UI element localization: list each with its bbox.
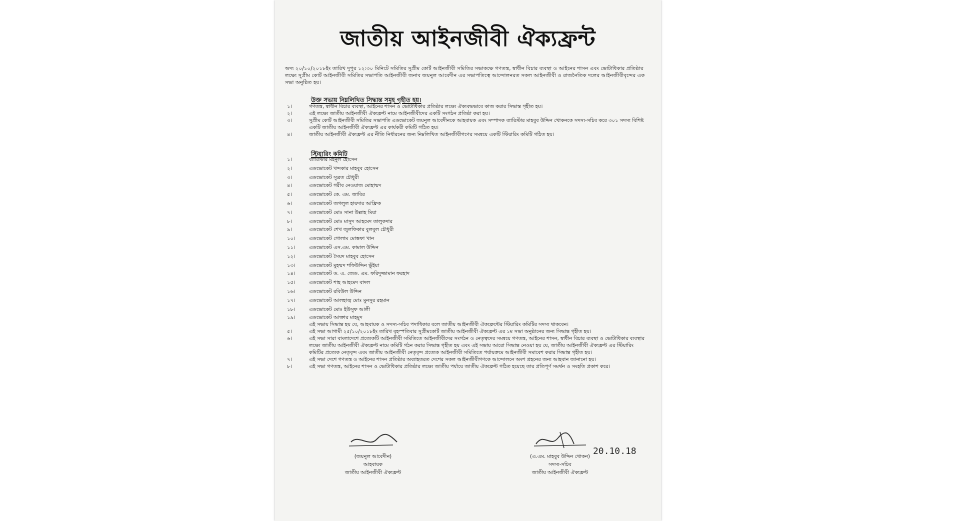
convener-role: আহবায়ক bbox=[363, 462, 383, 468]
list-item: ৫। এই সভা আগামী ২৫/১০/২০১৮ইং তারিখ বৃহস্পতিবার সুপ্রীমকোর্ট জাতীয় আইনজীবী ঐক্যফ্রন্ট এর ১ম সভা অনুষ্ঠানের জন্য সিদ্ধান্ত গৃহীত হয়। bbox=[287, 329, 592, 335]
list-item: ৪। জাতীয় আইনজীবী ঐক্যফ্রন্ট এর নীতি নির্ধারনের জন্য নিম্নলিখিত আইনজীবীগণের সমন্বয়ে একটি স্টিয়ারিং কমিটি গঠিত হয়। bbox=[287, 132, 555, 138]
decision-list bbox=[287, 104, 647, 139]
convener-org: জাতীয় আইনজীবী ঐক্যফ্রন্ট bbox=[344, 470, 402, 476]
member-item: ১৬। এডভোকেট রবিউল উদ্দিন bbox=[287, 288, 362, 295]
member-item: ২। এডভোকেট খন্দকার মাহবুব হোসেন bbox=[287, 165, 379, 172]
member-item: ১৭। এডভোকেট আলহাজ্ব মোঃ মুনসুর রহমান bbox=[287, 297, 390, 304]
member-item: ১০। এডভোকেট গোলাম মোস্তফা খান bbox=[287, 236, 375, 243]
member-item: ৫। এডভোকেট কে. এম. জাবির bbox=[287, 192, 365, 199]
document-title: জাতীয় আইনজীবী ঐক্যফ্রন্ট bbox=[340, 27, 596, 52]
secretary-name: (এ.এম. মাহবুব উদ্দিন খোকন) bbox=[530, 454, 590, 460]
convener-signature-mark bbox=[343, 430, 403, 450]
list-item: ১। গণতন্ত্র, স্বাধীন বিচার ব্যবস্থা, আইনের শাসন ও ভোটাধিকার প্রতিষ্ঠার লক্ষ্যে ঐক্যবদ্ধভাবে কাজ করার সিদ্ধান্ত গৃহীত হয়। bbox=[287, 104, 543, 110]
document-page bbox=[275, 0, 661, 521]
member-item: ১৫। এডভোকেট শাহ আহমেদ বাদল bbox=[287, 280, 371, 287]
further-decision-list bbox=[287, 322, 647, 371]
member-item: ৮। এডভোকেট মোঃ মাসুদ আহমেদ তালুকদার bbox=[287, 218, 393, 225]
list-item: ৮। এই সভা গণতন্ত্র, আইনের শাসন ও ভোটাধিকার প্রতিষ্ঠার লক্ষ্যে জাতীয় পর্যায়ে জাতীয় ঐক্যফ্রন্ট গঠিত হয়েছে তার প্রতিপূর্ণ সমর্থন ও সংহতি প্রকাশ করে। bbox=[287, 364, 610, 370]
list-item: ২। এই লক্ষ্যে জাতীয় আইনজীবী ঐক্যফ্রন্ট নামে আইনজীবীদের একটি সংগঠন প্রতিষ্ঠা করা হয়। bbox=[287, 111, 490, 117]
member-item: ১২। এডভোকেট সৈয়দ মাহবুব হোসেন bbox=[287, 253, 375, 260]
list-item: এই সভায় সিদ্ধান্ত হয় যে, আহবায়ক ও সদস্য-সচিব পদাধিকার বলে জাতীয় আইনজীবী ঐক্যফ্রন্টের স্টিয়ারিং কমিটির সদস্য থাকবেন। bbox=[309, 322, 569, 328]
decisions-heading: উক্ত সভায় নিম্নলিখিত সিদ্ধান্ত সমূহ গৃহীত হয়। bbox=[311, 97, 422, 104]
member-item: ১৯। এডভোকেট আক্তার মাহমুদ bbox=[287, 315, 363, 322]
list-item: ৭। এই সভা দেশে গণতন্ত্র ও আইনের শাসন প্রতিষ্ঠার অব্যাহতরত দেশের সকল আইনজীবীগণকে আন্দোলনে অংশ গ্রহনের জন্য আহবান জানানো হয়। bbox=[287, 357, 597, 363]
member-item: ১১। এডভোকেট এস.এম. কামাল উদ্দিন bbox=[287, 244, 379, 251]
member-item: ৪। এডভোকেট গরীব নেওয়াজ মোহাম্মদ bbox=[287, 183, 382, 190]
member-item: ১৩। এডভোকেট মুহম্মদ শফিউদ্দিন ভুঁইয়া bbox=[287, 262, 380, 269]
member-item: ৭। এডভোকেট মোঃ সানা উল্লাহ মিয়া bbox=[287, 209, 377, 216]
convener-name: (জয়নুল আবেদীন) bbox=[354, 454, 392, 460]
convener-signature-block bbox=[313, 430, 433, 477]
member-item: ১। ব্যারিস্টার মইনুল হোসেন bbox=[287, 157, 358, 163]
handwritten-date: 20.10.18 bbox=[593, 447, 637, 457]
member-item: ১৪। এডভোকেট ড. এ. জেড. এম. ফরিদুজ্জামান ফরহাদ bbox=[287, 271, 410, 278]
committee-member-list bbox=[287, 156, 410, 323]
intro-paragraph: অদ্য ২০/১০/২০১৮ইং তারিখ দুপুর ১২:৩০ মিনিটে সমিতির সুপ্রীম কোর্ট আইনজীবী সমিতির সভাকক্ষে গণতন্ত্র, স্বাধীন বিচার ব্যবস্থা ও আইনের শাসন এবং ভোটাধিকার প্রতিষ্ঠার লক্ষ্যে সুপ্রীম কোর্ট আইনজীবী সমিতির সভাপতি আইনজীবী জনাব জয়নুল আবেদীন এর সভাপতিত্বে আন্দোলনরত সকল আইনজীবী ও রাজনৈতিক দলের আইনজীবীবৃন্দের এক সভা অনুষ্ঠিত হয়। bbox=[285, 66, 645, 86]
member-item: ৬। এডভোকেট জগলুল হায়দার আফ্রিক bbox=[287, 200, 381, 207]
committee-heading: স্টিয়ারিং কমিটি bbox=[311, 151, 348, 158]
secretary-org: জাতীয় আইনজীবী ঐক্যফ্রন্ট bbox=[531, 470, 589, 476]
secretary-signature-mark bbox=[530, 430, 590, 450]
member-item: ১৮। এডভোকেট মোঃ ইউসুফ আলী bbox=[287, 306, 371, 313]
list-item: ৩। সুপ্রীম কোর্ট আইনজীবী সমিতির সভাপতি এডভোকেট জয়নুল আবেদীনকে আহবায়ক এবং সম্পাদক ব্যারিস্টার মাহবুব উদ্দিন খোকনকে সদস্য-সচিব করে ৩০১ সদস্য বিশিষ্ট একটি জাতীয় আইনজীবী ঐক্যফ্রন্ট এর কার্যকরী কমিটি গঠিত হয়। bbox=[287, 118, 644, 131]
member-item: ৩। এডভোকেট সুব্রত চৌধুরী bbox=[287, 174, 359, 181]
secretary-role: সদস্য-সচিব bbox=[548, 462, 572, 468]
member-item: ৯। এডভোকেট শেখ জুলফিকার বুলবুল চৌধুরী bbox=[287, 227, 394, 234]
list-item: ৬। এই সভা সারা বাংলাদেশে প্রত্যেকটি আইনজীবী সমিতিতে আইনজীবীদের সংগঠন ও নেতৃত্বদের সমন্বয়ে গণতন্ত্র, আইনের শাসন, স্বাধীন বিচার ব্যবস্থা ও ভোটাধিকার ব্যবস্থার লক্ষ্যে জাতীয় আইনজীবী ঐক্যফ্রন্ট নামে কমিটি গঠন করার সিদ্ধান্ত গৃহীত হয় এবং এই সভায় আরো সিদ্ধান্ত নেওয়া হয় যে, জাতীয় আইনজীবী ঐক্যফ্রন্ট এর স্টিয়ারিং কমিটির প্রত্যেক নেতৃবৃন্দ এবং জাতীয় আইনজীবী নেতৃবৃন্দ প্রত্যেক আইনজীবী সমিতিতে পর্যায়ক্রমে আইনজীবী সমাবেশ করার সিদ্ধান্ত গৃহীত হয়। bbox=[287, 336, 645, 356]
